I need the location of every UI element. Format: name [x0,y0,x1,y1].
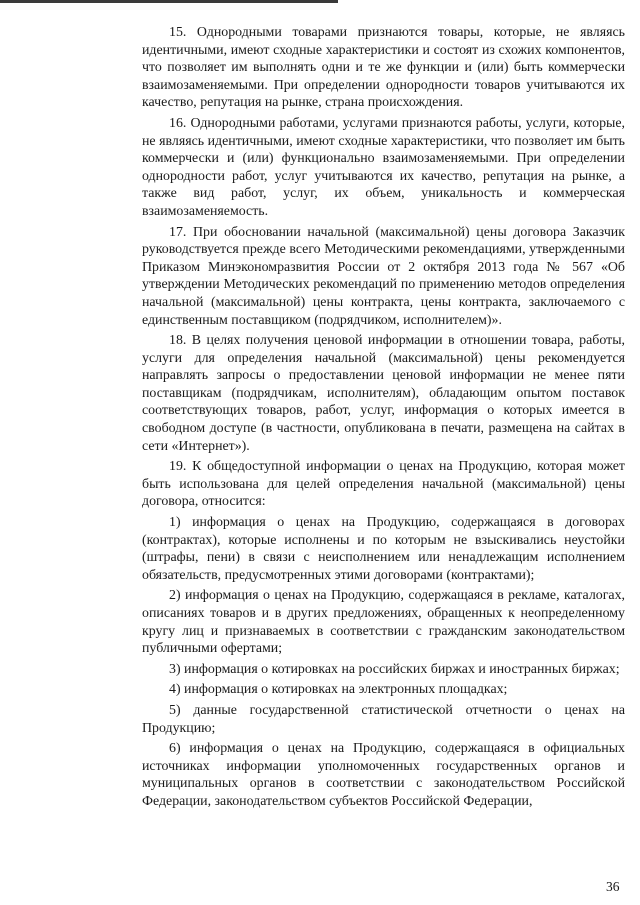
list-item-3: 3) информация о котировках на российских биржах и иностранных биржах; [169,661,620,677]
top-edge-rule [0,0,338,3]
document-body [142,24,625,814]
paragraph-16: 16. Однородными работами, услугами признаются работы, услуги, которые, не являясь идентичными, имеют сходные характеристики, что позволяет им быть коммерчески и (или) функционально взаимозаменяемыми. При определении однородности работ, услуг учитываются их качество, репутация на рынке, а также вид работ, услуг, их объем, уникальность и коммерческая взаимозаменяемость. [142,115,625,219]
paragraph-17: 17. При обосновании начальной (максимальной) цены договора Заказчик руководствуется прежде всего Методическими рекомендациями, утвержденными Приказом Минэкономразвития России от 2 октября 2013 года № 567 «Об утверждении Методических рекомендаций по применению методов определения начальной (максимальной) цены контракта, цены контракта, заключаемого с единственным поставщиком (подрядчиком, исполнителем)». [142,224,625,328]
list-item-4: 4) информация о котировках на электронных площадках; [169,682,508,698]
paragraph-18: 18. В целях получения ценовой информации в отношении товара, работы, услуги для определения начальной (максимальной) цены рекомендуется направлять запросы о предоставлении ценовой информации не менее пяти поставщикам (подрядчикам, исполнителям), обладающим опытом поставок соответствующих товаров, работ, услуг, информация о которых имеется в свободном доступе (в частности, опубликована в печати, размещена на сайтах в сети «Интернет»). [142,333,625,454]
list-item-2: 2) информация о ценах на Продукцию, содержащаяся в рекламе, каталогах, описаниях товаров и в других предложениях, обращенных к неопределенному кругу лиц и признаваемых в соответствии с гражданским законодательством публичными офертами; [142,588,625,657]
list-item-6: 6) информация о ценах на Продукцию, содержащаяся в официальных источниках информации уполномоченных государственных органов и муниципальных органов в соответствии с законодательством Российской Федерации, законодательством субъектов Российской Федерации, [142,741,625,809]
paragraph-19: 19. К общедоступной информации о ценах на Продукцию, которая может быть использована для целей определения начальной (максимальной) цены договора, относится: [142,459,625,510]
list-item-5: 5) данные государственной статистической отчетности о ценах на Продукцию; [142,702,625,736]
list-item-1: 1) информация о ценах на Продукцию, содержащаяся в договорах (контрактах), которые исполнены и по которым не взыскивались неустойки (штрафы, пени) в связи с неисполнением или ненадлежащим исполнением обязательств, предусмотренных этими договорами (контрактами); [142,515,625,583]
paragraph-15: 15. Однородными товарами признаются товары, которые, не являясь идентичными, имеют сходные характеристики и состоят из схожих компонентов, что позволяет им выполнять одни и те же функции и (или) быть коммерчески взаимозаменяемыми. При определении однородности товаров учитываются их качество, репутация на рынке, страна происхождения. [142,25,625,111]
page-number: 36 [606,879,620,894]
